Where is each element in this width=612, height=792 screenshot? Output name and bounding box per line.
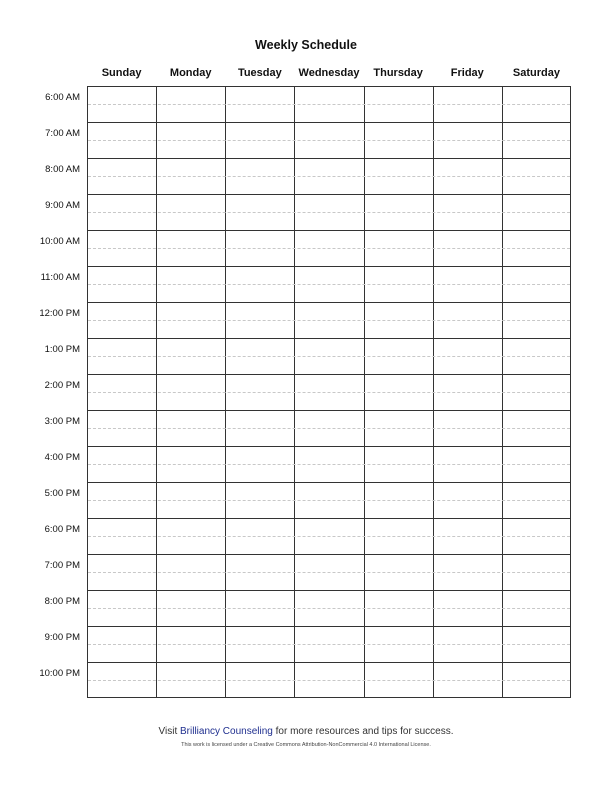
hour-line: [88, 410, 570, 411]
time-label: 9:00 AM: [45, 200, 80, 211]
time-label: 7:00 PM: [44, 560, 80, 571]
time-label: 10:00 AM: [39, 236, 80, 247]
hour-line: [88, 554, 570, 555]
footer-prefix: Visit: [158, 726, 181, 737]
hour-line: [88, 230, 570, 231]
day-header-monday: Monday: [169, 67, 212, 79]
hour-line: [88, 302, 570, 303]
hour-line: [88, 518, 570, 519]
hour-line: [88, 374, 570, 375]
hour-line: [88, 446, 570, 447]
hour-line: [88, 662, 570, 663]
schedule-grid: [87, 86, 571, 698]
half-hour-line: [88, 428, 570, 429]
half-hour-line: [88, 500, 570, 501]
footer-promo: [0, 725, 612, 739]
time-label: 4:00 PM: [44, 452, 80, 463]
day-header-wednesday: Wednesday: [298, 67, 360, 79]
page-title: Weekly Schedule: [255, 38, 357, 52]
hour-line: [88, 482, 570, 483]
half-hour-line: [88, 356, 570, 357]
half-hour-line: [88, 320, 570, 321]
day-header-tuesday: Tuesday: [237, 67, 282, 79]
half-hour-line: [88, 680, 570, 681]
half-hour-line: [88, 140, 570, 141]
time-label: 10:00 PM: [39, 668, 80, 679]
half-hour-line: [88, 212, 570, 213]
half-hour-line: [88, 464, 570, 465]
time-label: 9:00 PM: [44, 632, 80, 643]
day-header-friday: Friday: [450, 67, 484, 79]
time-label: 6:00 PM: [44, 524, 80, 535]
brilliancy-counseling-link[interactable]: Brilliancy Counseling: [180, 726, 273, 737]
time-label: 6:00 AM: [45, 92, 80, 103]
day-header-saturday: Saturday: [512, 67, 560, 79]
time-label: 12:00 PM: [39, 308, 80, 319]
half-hour-line: [88, 284, 570, 285]
time-label: 11:00 AM: [40, 272, 80, 283]
hour-line: [88, 122, 570, 123]
hour-line: [88, 158, 570, 159]
hour-line: [88, 626, 570, 627]
time-label: 5:00 PM: [44, 488, 80, 499]
half-hour-line: [88, 572, 570, 573]
half-hour-line: [88, 248, 570, 249]
hour-line: [88, 590, 570, 591]
hour-line: [88, 194, 570, 195]
license-notice: This work is licensed under a Creative Commons Attribution-NonCommercial 4.0 International License.: [181, 742, 431, 748]
half-hour-line: [88, 176, 570, 177]
hour-line: [88, 338, 570, 339]
half-hour-line: [88, 104, 570, 105]
time-label: 7:00 AM: [45, 128, 80, 139]
hour-line: [88, 266, 570, 267]
day-header-thursday: Thursday: [373, 67, 423, 79]
time-label: 1:00 PM: [44, 344, 80, 355]
half-hour-line: [88, 536, 570, 537]
time-label: 2:00 PM: [44, 380, 80, 391]
day-header-sunday: Sunday: [101, 67, 142, 79]
footer-suffix: for more resources and tips for success.: [272, 726, 454, 737]
time-label: 8:00 PM: [44, 596, 80, 607]
half-hour-line: [88, 392, 570, 393]
time-label: 8:00 AM: [45, 164, 80, 175]
time-label: 3:00 PM: [44, 416, 80, 427]
half-hour-line: [88, 608, 570, 609]
half-hour-line: [88, 644, 570, 645]
